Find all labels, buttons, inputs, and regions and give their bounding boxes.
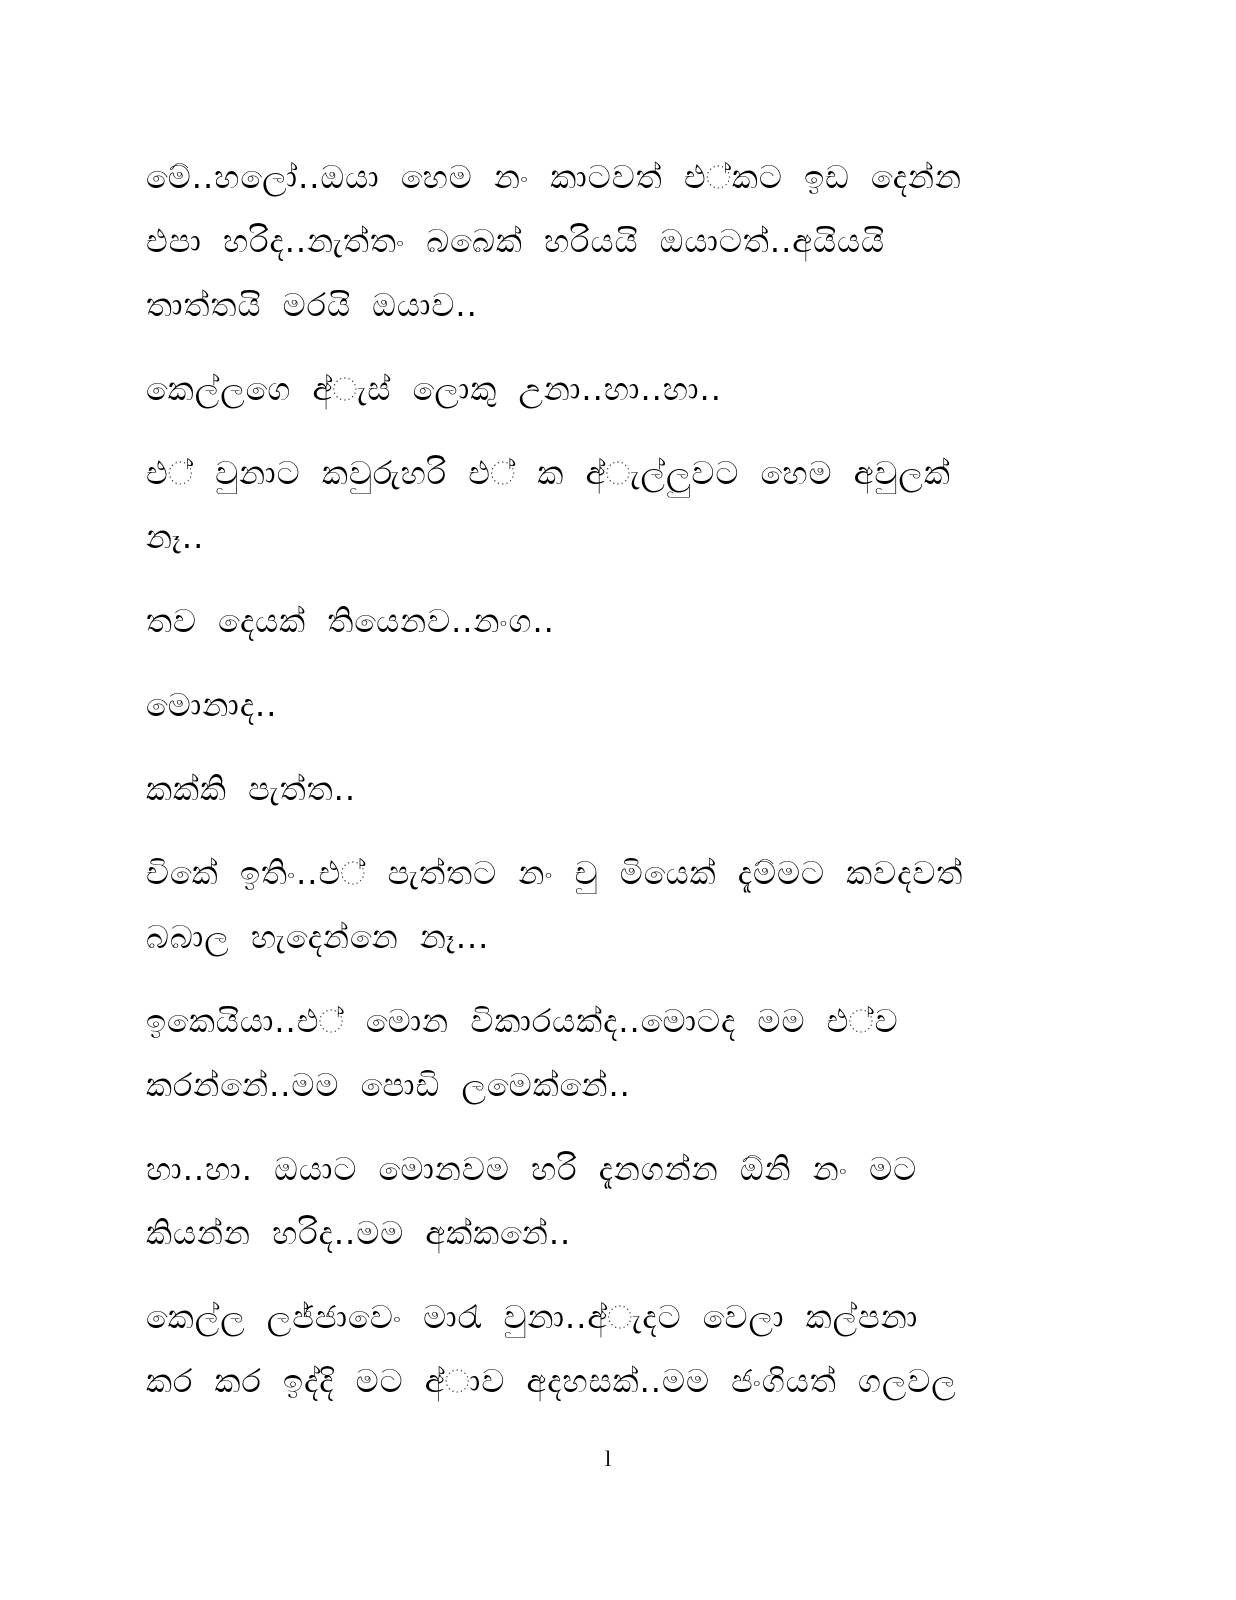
paragraph — [146, 589, 1066, 653]
text-line: කක්කි පැත්ත.. — [146, 770, 357, 808]
paragraph — [146, 841, 1066, 969]
text-line: බබාල හැදෙන්නෙ නෑ... — [146, 918, 490, 956]
text-line: මොනාද.. — [146, 686, 278, 724]
page-number: l — [604, 1446, 612, 1471]
paragraph — [146, 441, 1066, 569]
text-line: කෙල්ල ලජ්ජාවෙං මාරැ වුනා..අ්ැදට වෙලා කල්පනා — [146, 1298, 919, 1336]
paragraph — [146, 145, 1066, 337]
text-line: නෑ.. — [146, 518, 205, 556]
text-line: එපා හරිද..නැත්තං බබෙක් හරියයි ඔයාටත්..අයියයි — [146, 222, 886, 260]
text-line: කියන්න හරිද..මම අක්කනේ.. — [146, 1214, 572, 1252]
text-line: කෙල්ලගෙ අ්ැස් ලොකු උනා..හා..හා.. — [146, 370, 722, 408]
paragraph — [146, 1137, 1066, 1265]
paragraph — [146, 989, 1066, 1117]
text-line: එ් වුනාට කවුරුහරි එ් ක අ්ැල්ලුවට හෙම අවුලක් — [146, 454, 951, 492]
text-body — [146, 145, 1066, 1433]
paragraph — [146, 357, 1066, 421]
paragraph — [146, 757, 1066, 821]
text-line: චිකේ ඉතිං..එ් පැත්තට නං චු මියෙක් දැම්මට කවදවත් — [146, 854, 964, 892]
text-line: කරන්නේ..මම පොඩි ලමෙක්නේ.. — [146, 1066, 631, 1104]
text-line: තාත්තයි මරයි ඔයාව.. — [146, 286, 478, 324]
text-line: මේ..හලෝ..ඔයා හෙම නං කාටවත් එ්කට ඉඩ දෙන්න — [146, 158, 962, 196]
text-line: ඉකෙයියා..එ් මොන විකාරයක්ද..මොටද මම එ්ව — [146, 1002, 899, 1040]
paragraph — [146, 1285, 1066, 1413]
text-line: තව දෙයක් තියෙනව..නංග.. — [146, 602, 555, 640]
text-line: කර කර ඉද්දි මට අ්ාව අදහසක්..මම ජංගියත් ගලවල — [146, 1362, 957, 1400]
text-line: හා..හා. ඔයාට මොනවම හරි දැනගන්න ඕනි නං මට — [146, 1150, 918, 1188]
paragraph — [146, 673, 1066, 737]
